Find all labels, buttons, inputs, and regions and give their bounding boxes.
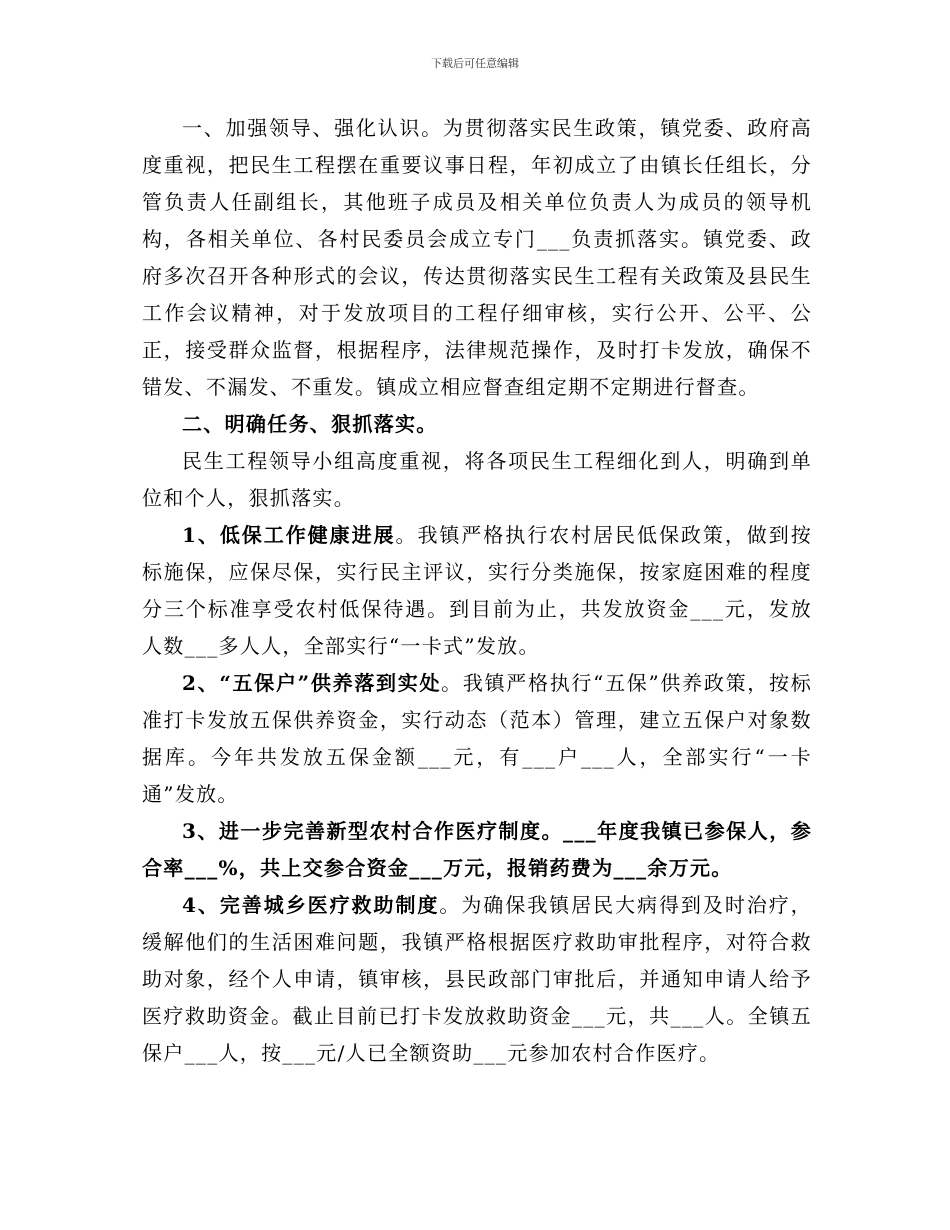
paragraph-leadership: 一、加强领导、强化认识。为贯彻落实民生政策，镇党委、政府高度重视，把民生工程摆在重要议事日程，年初成立了由镇长任组长，分管负责人任副组长，其他班子成员及相关单位负责人为成员的领导机构，各相关单位、各村民委员会成立专门___负责抓落实。镇党委、政府多次召开各种形式的会议，传达贯彻落实民生工程有关政策及县民生工作会议精神，对于发放项目的工程仔细审核，实行公开、公平、公正，接受群众监督，根据程序，法律规范操作，及时打卡发放，确保不错发、不漏发、不重发。镇成立相应督查组定期不定期进行督查。 (142, 116, 812, 399)
item-body-minimum-living: 。我镇严格执行农村居民低保政策，做到按标施保，应保尽保，实行民主评议，实行分类施保，按家庭困难的程度分三个标准享受农村低保待遇。到目前为止，共发放资金___元，发放人数___多人人，全部实行“一卡式”发放。 (142, 523, 812, 658)
item-heading-five-guarantees: 2、“五保户”供养落到实处 (182, 671, 442, 695)
paragraph-rural-medical-coop: 3、进一步完善新型农村合作医疗制度。___年度我镇已参保人，参合率___%，共上交参合资金___万元，报销药费为___余万元。 (142, 819, 812, 880)
item-heading-medical-assistance: 4、完善城乡医疗救助制度 (182, 893, 440, 917)
page-header-note: 下载后可任意编辑 (431, 57, 519, 70)
item-body-medical-assistance: 。为确保我镇居民大病得到及时治疗，缓解他们的生活困难问题，我镇严格根据医疗救助审批程序，对符合救助对象，经个人申请，镇审核，县民政部门审批后，并通知申请人给予医疗救助资金。截止目前已打卡发放救助资金___元，共___人。全镇五保户___人，按___元/人已全额资助___元参加农村合作医疗。 (142, 893, 812, 1065)
paragraph-tasks-intro: 民生工程领导小组高度重视，将各项民生工程细化到人，明确到单位和个人，狠抓落实。 (142, 449, 812, 510)
paragraph-five-guarantees (142, 665, 812, 813)
item-body-five-guarantees: 。我镇严格执行“五保”供养政策，按标准打卡发放五保供养资金，实行动态（范本）管理，建立五保户对象数据库。今年共发放五保金额___元，有___户___人，全部实行“一卡通”发放。 (142, 671, 812, 806)
paragraph-minimum-living (142, 517, 812, 665)
section-heading-tasks: 二、明确任务、狠抓落实。 (182, 412, 438, 436)
paragraph-medical-assistance (142, 887, 812, 1072)
item-heading-minimum-living: 1、低保工作健康进展 (182, 523, 396, 547)
document-body (142, 110, 812, 1072)
